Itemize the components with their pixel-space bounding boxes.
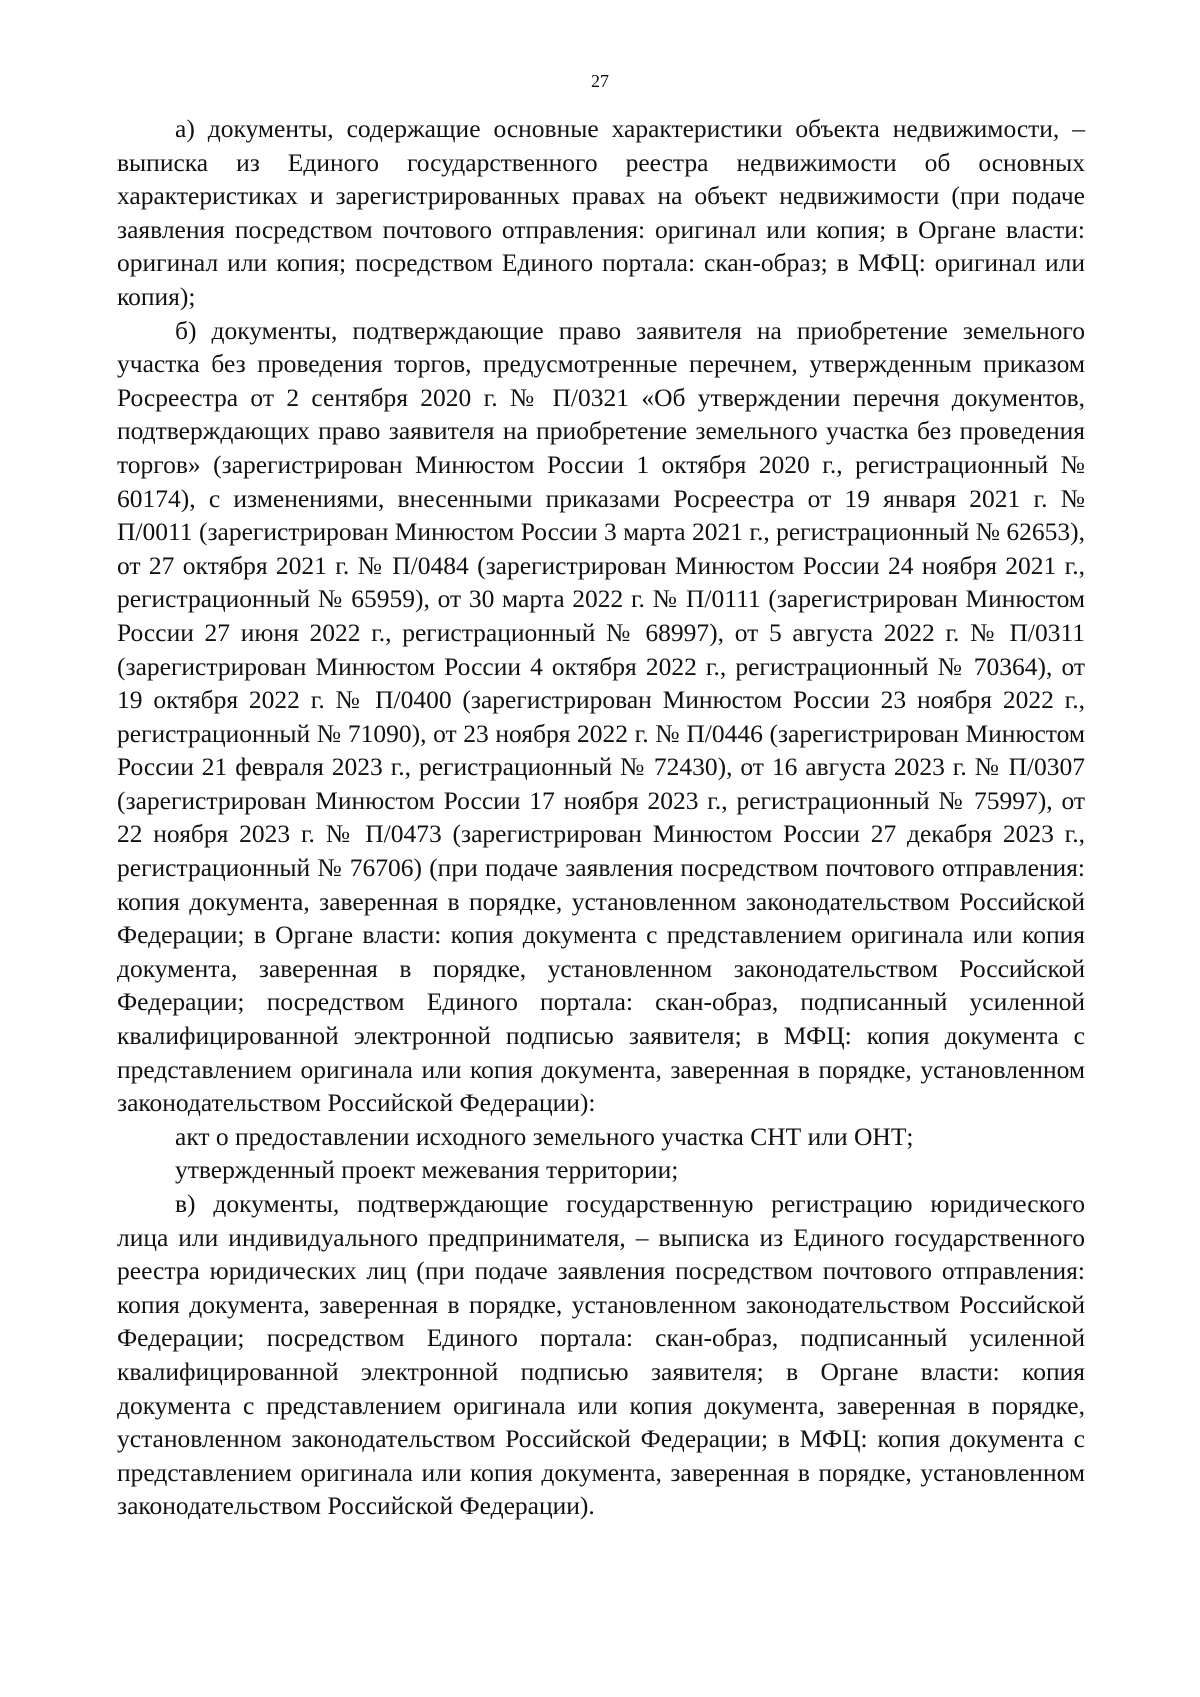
- paragraph-b-right-documents: б) документы, подтверждающие право заявителя на приобретение земельного участка без проведения торгов, предусмотренные перечнем, утвержденным приказом Росреестра от 2 сентября 2020 г. № П/0321 «Об утверждении перечня документов, подтверждающих право заявителя на приобретение земельного участка без проведения торгов» (зарегистрирован Минюстом России 1 октября 2020 г., регистрационный № 60174), с изменениями, внесенными приказами Росреестра от 19 января 2021 г. № П/0011 (зарегистрирован Минюстом России 3 марта 2021 г., регистрационный № 62653), от 27 октября 2021 г. № П/0484 (зарегистрирован Минюстом России 24 ноября 2021 г., регистрационный № 65959), от 30 марта 2022 г. № П/0111 (зарегистрирован Минюстом России 27 июня 2022 г., регистрационный № 68997), от 5 августа 2022 г. № П/0311 (зарегистрирован Минюстом России 4 октября 2022 г., регистрационный № 70364), от 19 октября 2022 г. № П/0400 (зарегистрирован Минюстом России 23 ноября 2022 г., регистрационный № 71090), от 23 ноября 2022 г. № П/0446 (зарегистрирован Минюстом России 21 февраля 2023 г., регистрационный № 72430), от 16 августа 2023 г. № П/0307 (зарегистрирован Минюстом России 17 ноября 2023 г., регистрационный № 75997), от 22 ноября 2023 г. № П/0473 (зарегистрирован Минюстом России 27 декабря 2023 г., регистрационный № 76706) (при подаче заявления посредством почтового отправления: копия документа, заверенная в порядке, установленном законодательством Российской Федерации; в Органе власти: копия документа с представлением оригинала или копия документа, заверенная в порядке, установленном законодательством Российской Федерации; посредством Единого портала: скан-образ, подписанный усиленной квалифицированной электронной подписью заявителя; в МФЦ: копия документа с представлением оригинала или копия документа, заверенная в порядке, установленном законодательством Российской Федерации):: [117, 315, 1085, 1118]
- paragraph-act-land-plot: акт о предоставлении исходного земельного участка СНТ или ОНТ;: [175, 1121, 914, 1151]
- document-body: [117, 112, 1085, 1523]
- paragraph-survey-project: утвержденный проект межевания территории;: [175, 1155, 679, 1185]
- paragraph-v-registration-documents: в) документы, подтверждающие государственную регистрацию юридического лица или индивидуального предпринимателя, – выписка из Единого государственного реестра юридических лиц (при подаче заявления посредством почтового отправления: копия документа, заверенная в порядке, установленном законодательством Российской Федерации; посредством Единого портала: скан-образ, подписанный усиленной квалифицированной электронной подписью заявителя; в Органе власти: копия документа с представлением оригинала или копия документа, заверенная в порядке, установленном законодательством Российской Федерации; в МФЦ: копия документа с представлением оригинала или копия документа, заверенная в порядке, установленном законодательством Российской Федерации).: [117, 1189, 1085, 1521]
- paragraph-a-main-characteristics: а) документы, содержащие основные характеристики объекта недвижимости, – выписка из Единого государственного реестра недвижимости об основных характеристиках и зарегистрированных правах на объект недвижимости (при подаче заявления посредством почтового отправления: оригинал или копия; в Органе власти: оригинал или копия; посредством Единого портала: скан-образ; в МФЦ: оригинал или копия);: [117, 114, 1085, 311]
- page-number: 27: [591, 71, 609, 91]
